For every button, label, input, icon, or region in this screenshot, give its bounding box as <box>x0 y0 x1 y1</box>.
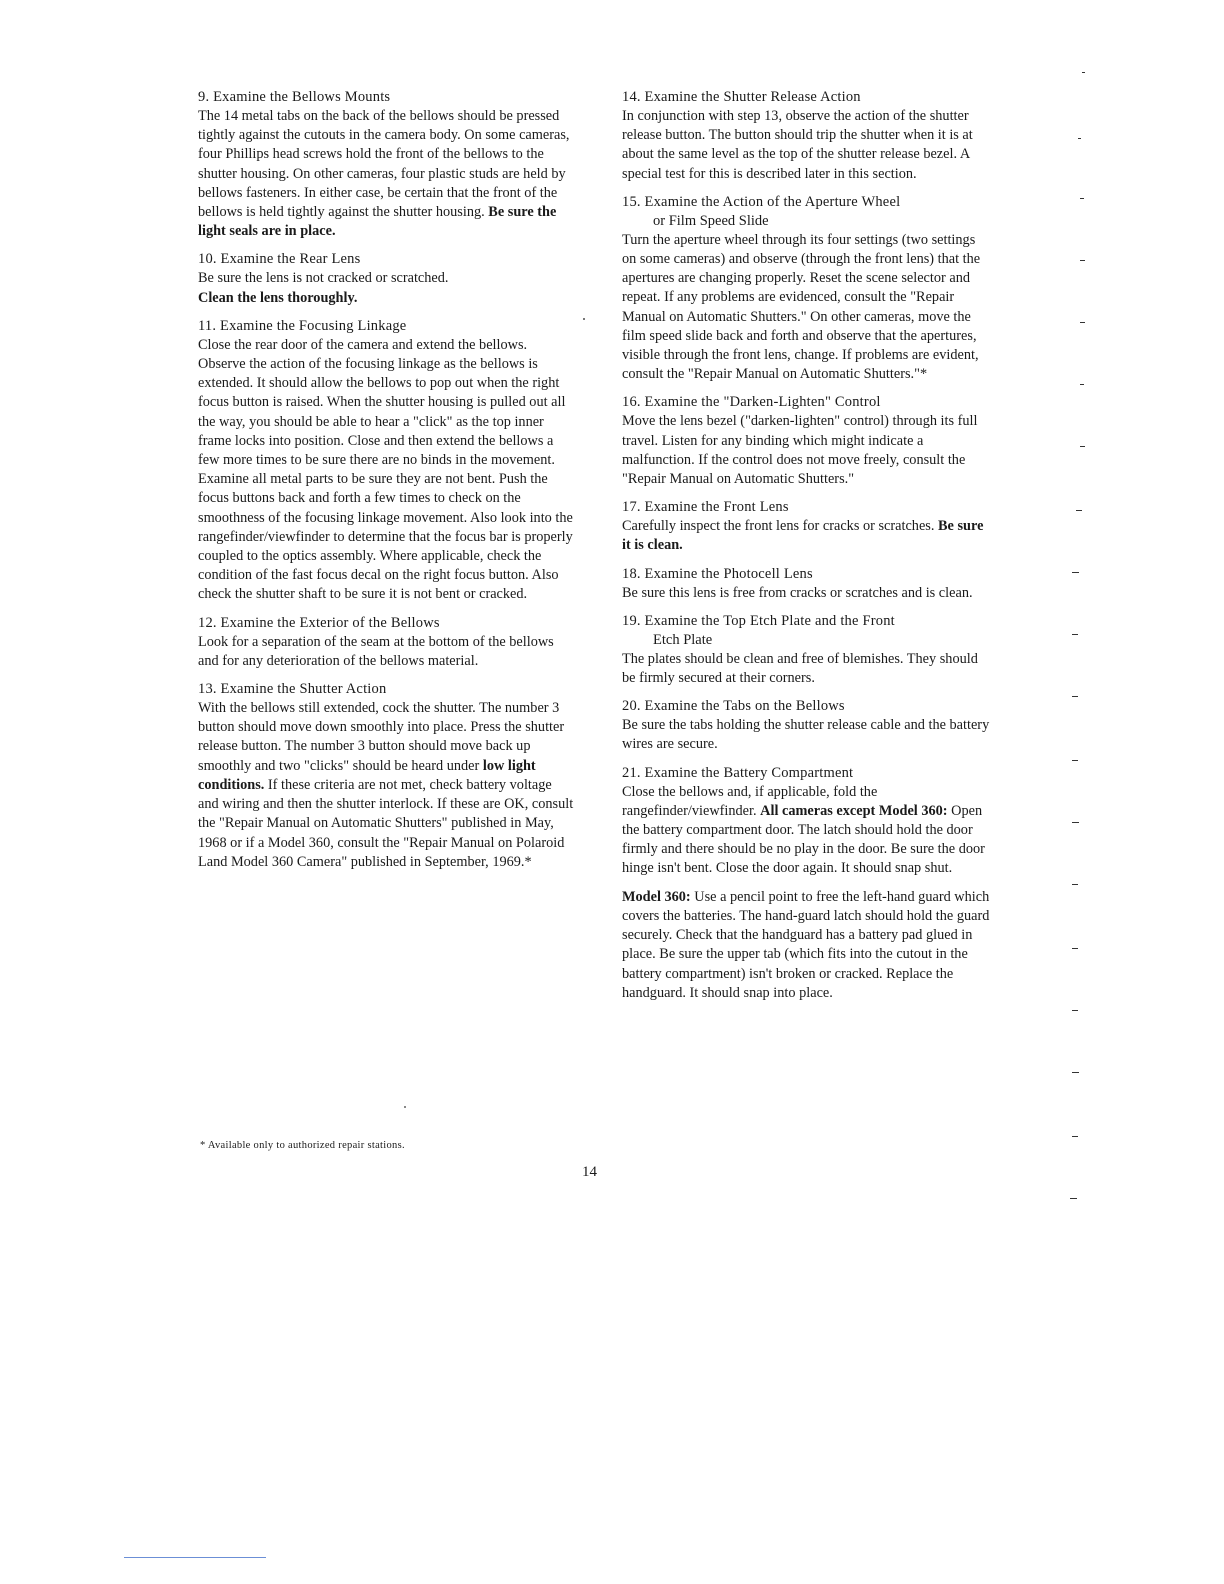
section-body: Move the lens bezel ("darken-lighten" control) through its full travel. Listen for any binding which might indicate a malfunction. If the control does not move freely, consult the "Repair Manual on Automatic Shutters." <box>622 413 978 488</box>
section-heading: 17. Examine the Front Lens <box>622 499 789 516</box>
section-heading: 21. Examine the Battery Compartment <box>622 764 854 781</box>
section-body: Turn the aperture wheel through its four settings (two settings on some cameras) and observe (through the front lens) that the apertures are changing properly. Reset the scene selector and repeat. If any problems are evidenced, consult the "Repair Manual on Automatic Shutters." On other cameras, move the film speed slide back and forth and observe that the apertures, visible through the front lens, change. If problems are evident, consult the "Repair Manual on Automatic Shutters."* <box>622 231 981 383</box>
section-body: In conjunction with step 13, observe the action of the shutter release button. The button should trip the shutter when it is at about the same level as the top of the shutter release bezel. A special test for this is described later in this section. <box>622 108 973 182</box>
margin-mark <box>1080 446 1085 447</box>
section-heading: 18. Examine the Photocell Lens <box>622 565 813 582</box>
section-13 <box>198 680 574 872</box>
section-heading: 20. Examine the Tabs on the Bellows <box>622 698 845 715</box>
margin-mark <box>1076 510 1082 511</box>
section-heading: 19. Examine the Top Etch Plate and the Front <box>622 612 895 629</box>
section-body: Be sure the lens is not cracked or scratched. <box>198 270 449 287</box>
page-number: 14 <box>582 1164 597 1180</box>
section-heading: 12. Examine the Exterior of the Bellows <box>198 614 440 631</box>
margin-mark <box>1080 322 1085 323</box>
margin-mark <box>1082 72 1085 73</box>
margin-mark <box>1072 1010 1078 1011</box>
section-body: The plates should be clean and free of blemishes. They should be firmly secured at their corners. <box>622 650 978 687</box>
margin-mark <box>1072 1072 1079 1073</box>
margin-mark <box>1072 634 1078 635</box>
section-heading: 15. Examine the Action of the Aperture Wheel <box>622 193 901 210</box>
section-heading: 11. Examine the Focusing Linkage <box>198 317 407 334</box>
section-heading: 16. Examine the "Darken-Lighten" Control <box>622 394 881 411</box>
margin-mark <box>1072 696 1078 697</box>
section-heading: 10. Examine the Rear Lens <box>198 251 361 268</box>
section-body: Close the bellows and, if applicable, fold the rangefinder/viewfinder. All cameras except Model 360: Open the battery compartment door. The latch should hold the door firmly and there should be no play in the door. Be sure the door hinge isn't bent. Close the door again. It should snap shut. <box>622 783 985 877</box>
section-body: Model 360: Use a pencil point to free the left-hand guard which covers the batteries. The hand-guard latch should hold the guard securely. Check that the handguard has a battery pad glued in place. Be sure the upper tab (which fits into the cutout in the battery compartment) isn't broken or cracked. Replace the handguard. It should snap into place. <box>622 888 990 1001</box>
section-body: Be sure this lens is free from cracks or scratches and is clean. <box>622 584 973 601</box>
left-column <box>198 88 574 881</box>
section-heading-continued: or Film Speed Slide <box>653 212 769 229</box>
section-17 <box>622 498 990 555</box>
bottom-rule <box>124 1557 266 1558</box>
section-14 <box>622 88 990 184</box>
scan-speck <box>583 318 585 320</box>
lead-text: Model 360: <box>622 888 691 905</box>
section-heading: 9. Examine the Bellows Mounts <box>198 89 391 105</box>
section-15 <box>622 193 990 385</box>
section-model-360 <box>622 888 990 1003</box>
margin-mark <box>1072 884 1078 885</box>
emphasis-text: Clean the lens thoroughly. <box>198 289 358 306</box>
margin-mark <box>1072 822 1079 823</box>
margin-mark <box>1078 138 1081 139</box>
section-body: Carefully inspect the front lens for cracks or scratches. Be sure it is clean. <box>622 518 984 554</box>
margin-mark <box>1070 1198 1077 1199</box>
emphasis-text: Be sure the light seals are in place. <box>198 204 557 240</box>
emphasis-text: Be sure it is clean. <box>622 518 984 554</box>
section-heading: 13. Examine the Shutter Action <box>198 681 387 698</box>
margin-mark <box>1072 572 1079 573</box>
footnote: * Available only to authorized repair stations. <box>200 1140 405 1151</box>
section-19 <box>622 612 990 688</box>
section-16 <box>622 393 990 489</box>
section-21 <box>622 764 990 879</box>
margin-tick-marks <box>1068 70 1088 1510</box>
margin-mark <box>1080 384 1084 385</box>
margin-mark <box>1072 760 1078 761</box>
section-12 <box>198 614 574 671</box>
margin-mark <box>1072 1136 1078 1137</box>
section-10 <box>198 250 574 307</box>
section-heading-continued: Etch Plate <box>653 631 713 648</box>
margin-mark <box>1072 948 1078 949</box>
margin-mark <box>1080 198 1084 199</box>
section-body: With the bellows still extended, cock the shutter. The number 3 button should move down smoothly into place. Press the shutter release button. The number 3 button should move back up smoothly and two "clicks" should be heard under low light conditions. If these criteria are not met, check battery voltage and wiring and then the shutter interlock. If these are OK, consult the "Repair Manual on Automatic Shutters" published in May, 1968 or if a Model 360, consult the "Repair Manual on Polaroid Land Model 360 Camera" published in September, 1969.* <box>198 700 574 870</box>
section-18 <box>622 565 990 603</box>
section-body: The 14 metal tabs on the back of the bellows should be pressed tightly against the cutouts in the camera body. On some cameras, four Phillips head screws hold the front of the bellows to the shutter housing. On other cameras, four plastic studs are held by bellows fasteners. In either case, be certain that the front of the bellows is held tightly against the shutter housing. Be sure the light seals are in place. <box>198 108 570 240</box>
section-9 <box>198 88 574 241</box>
section-body: Be sure the tabs holding the shutter release cable and the battery wires are secure. <box>622 717 990 753</box>
section-body: Look for a separation of the seam at the bottom of the bellows and for any deterioration of the bellows material. <box>198 633 554 669</box>
section-11 <box>198 317 574 605</box>
section-20 <box>622 697 990 754</box>
margin-mark <box>1080 260 1085 261</box>
section-body: Close the rear door of the camera and extend the bellows. Observe the action of the focusing linkage as the bellows is extended. It should allow the bellows to pop out when the right focus button is raised. When the shutter housing is pulled out all the way, you should be able to hear a "click" as the top inner frame locks into position. Close and then extend the bellows a few more times to be sure there are no binds in the movement. Examine all metal parts to be sure they are not bent. Push the focus buttons back and forth a few times to check on the smoothness of the focusing linkage movement. Also look into the rangefinder/viewfinder to determine that the focus bar is properly coupled to the optics assembly. Where applicable, check the condition of the fast focus decal on the right focus button. Also check the shutter shaft to be sure it is not bent or cracked. <box>198 336 573 603</box>
scan-speck <box>404 1106 406 1108</box>
emphasis-text: low light conditions. <box>198 757 536 793</box>
section-heading: 14. Examine the Shutter Release Action <box>622 89 861 105</box>
right-column <box>622 88 990 1012</box>
emphasis-text: All cameras except Model 360: <box>760 802 948 819</box>
